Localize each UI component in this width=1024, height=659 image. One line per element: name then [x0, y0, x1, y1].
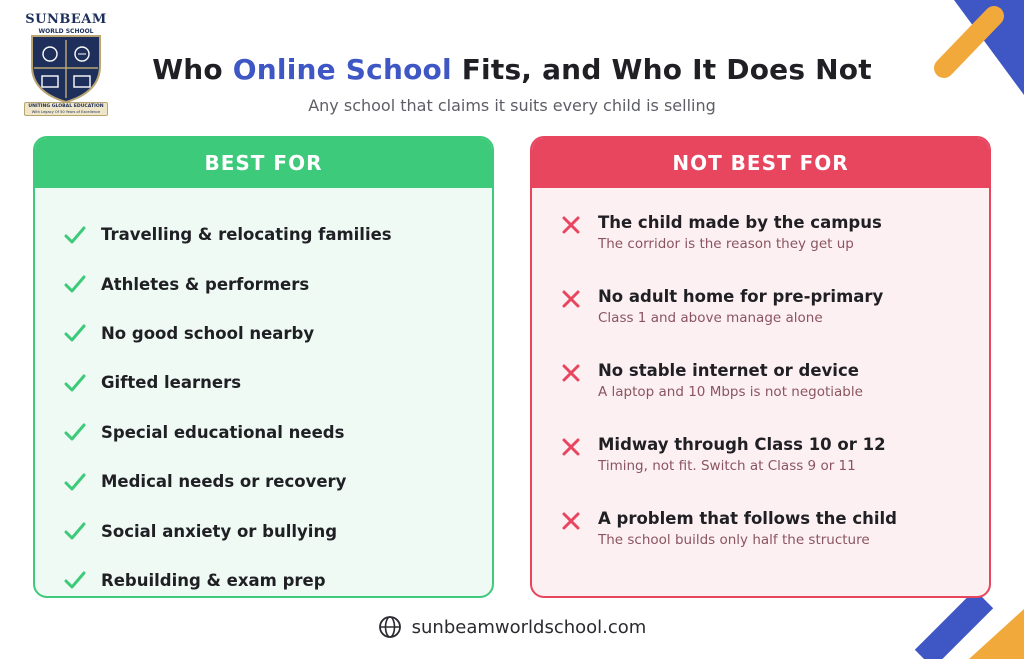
best-for-list — [35, 188, 492, 598]
best-for-label: Athletes & performers — [101, 274, 310, 294]
best-for-item — [63, 259, 492, 308]
best-for-label: Gifted learners — [101, 373, 242, 393]
best-for-heading: BEST FOR — [35, 138, 492, 188]
check-icon — [63, 272, 87, 296]
check-icon — [63, 321, 87, 345]
not-best-for-desc: The corridor is the reason they get up — [598, 236, 854, 252]
best-for-label: No good school nearby — [101, 323, 315, 343]
not-best-for-item — [560, 434, 989, 508]
not-best-for-desc: Class 1 and above manage alone — [598, 310, 823, 326]
title-before: Who — [152, 53, 233, 86]
not-best-for-desc: A laptop and 10 Mbps is not negotiable — [598, 384, 863, 400]
not-best-for-heading: NOT BEST FOR — [532, 138, 989, 188]
not-best-for-title: Midway through Class 10 or 12 — [598, 435, 886, 454]
best-for-item — [63, 457, 492, 506]
check-icon — [63, 568, 87, 592]
not-best-for-title: No adult home for pre-primary — [598, 287, 884, 306]
website-link[interactable]: sunbeamworldschool.com — [411, 616, 647, 638]
check-icon — [63, 420, 87, 444]
cross-icon — [560, 362, 582, 384]
best-for-label: Rebuilding & exam prep — [101, 570, 326, 590]
page-title — [0, 53, 1024, 86]
title-accent: Online School — [232, 53, 452, 86]
logo-ribbon-small: With Legacy Of 50 Years of Excellence — [31, 110, 101, 114]
not-best-for-item — [560, 360, 989, 434]
check-icon — [63, 371, 87, 395]
check-icon — [63, 519, 87, 543]
check-icon — [63, 223, 87, 247]
not-best-for-card — [530, 136, 991, 598]
best-for-item — [63, 556, 492, 598]
not-best-for-desc: Timing, not fit. Switch at Class 9 or 11 — [598, 458, 856, 474]
best-for-item — [63, 358, 492, 407]
best-for-label: Social anxiety or bullying — [101, 521, 338, 541]
logo-name: SUNBEAM — [25, 12, 107, 27]
globe-icon — [378, 615, 402, 639]
cross-icon — [560, 436, 582, 458]
page-subtitle: Any school that claims it suits every child is selling — [308, 96, 716, 115]
title-after: Fits, and Who It Does Not — [451, 53, 872, 86]
logo-ribbon-text: UNITING GLOBAL EDUCATION — [28, 104, 104, 109]
check-icon — [63, 470, 87, 494]
best-for-label: Special educational needs — [101, 422, 345, 442]
not-best-for-title: A problem that follows the child — [598, 509, 897, 528]
not-best-for-title: No stable internet or device — [598, 361, 859, 380]
best-for-item — [63, 408, 492, 457]
best-for-label: Travelling & relocating families — [101, 225, 392, 245]
best-for-item — [63, 309, 492, 358]
not-best-for-item — [560, 508, 989, 582]
not-best-for-title: The child made by the campus — [598, 213, 882, 232]
best-for-item — [63, 506, 492, 555]
footer — [0, 615, 1024, 639]
not-best-for-item — [560, 286, 989, 360]
cross-icon — [560, 288, 582, 310]
logo-subname: WORLD SCHOOL — [38, 28, 94, 35]
cross-icon — [560, 214, 582, 236]
not-best-for-desc: The school builds only half the structure — [598, 532, 870, 548]
best-for-card — [33, 136, 494, 598]
not-best-for-item — [560, 212, 989, 286]
best-for-item — [63, 210, 492, 259]
best-for-label: Medical needs or recovery — [101, 472, 347, 492]
not-best-for-list — [532, 188, 989, 582]
cross-icon — [560, 510, 582, 532]
